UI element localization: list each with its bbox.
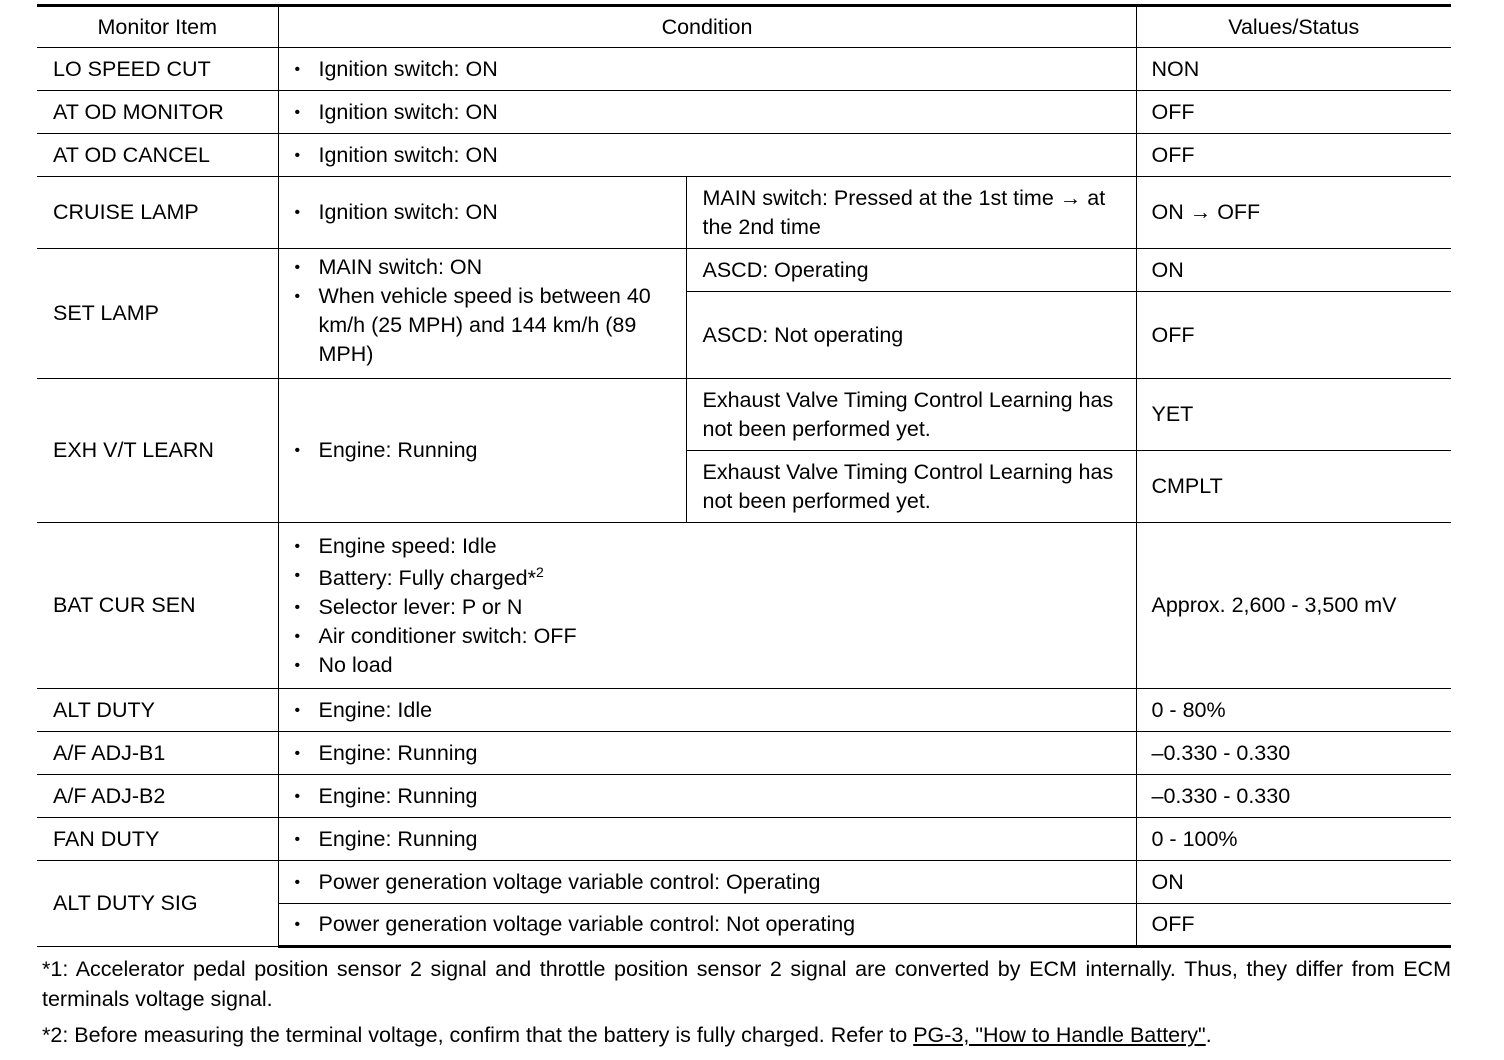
condition-cell xyxy=(278,904,1136,947)
table-row xyxy=(37,689,1451,732)
value-cell: OFF xyxy=(1136,292,1451,379)
condition-cell xyxy=(278,379,686,523)
header-condition: Condition xyxy=(278,6,1136,48)
condition-bullet: • Ignition switch: ON xyxy=(295,141,1126,170)
condition-cell xyxy=(278,775,1136,818)
condition-bullet: • Ignition switch: ON xyxy=(295,198,676,227)
condition-bullet: • Power generation voltage variable control: Operating xyxy=(295,868,1126,897)
condition-cell xyxy=(278,177,686,249)
sub-condition-cell: ASCD: Operating xyxy=(686,249,1136,292)
condition-text: Battery: Fully charged* xyxy=(318,565,536,590)
value-cell: –0.330 - 0.330 xyxy=(1136,775,1451,818)
condition-cell xyxy=(278,689,1136,732)
monitor-item-cell: SET LAMP xyxy=(37,249,278,379)
value-cell: OFF xyxy=(1136,134,1451,177)
condition-bullet: • MAIN switch: ON xyxy=(295,253,676,282)
table-row xyxy=(37,134,1451,177)
condition-bullet: • Power generation voltage variable control: Not operating xyxy=(295,910,1126,939)
monitor-item-cell: FAN DUTY xyxy=(37,818,278,861)
footnote-2 xyxy=(42,1020,1451,1050)
condition-cell xyxy=(278,523,1136,689)
table-row xyxy=(37,861,1451,904)
footnote-ref: 2 xyxy=(536,563,544,580)
condition-bullet: • When vehicle speed is between 40 km/h (25 MPH) and 144 km/h (89 MPH) xyxy=(295,282,676,369)
monitor-item-cell: BAT CUR SEN xyxy=(37,523,278,689)
footnote-1: *1: Accelerator pedal position sensor 2 signal and throttle position sensor 2 signal are converted by ECM internally. Thus, they differ from ECM terminals voltage signal. xyxy=(42,957,1451,1011)
value-cell: 0 - 100% xyxy=(1136,818,1451,861)
condition-bullet: • Ignition switch: ON xyxy=(295,55,1126,84)
footnote-2-text: *2: Before measuring the terminal voltage, confirm that the battery is fully charged. Refer to xyxy=(42,1023,914,1047)
header-monitor-item: Monitor Item xyxy=(37,6,278,48)
value-cell: ON xyxy=(1136,861,1451,904)
monitor-item-cell: AT OD CANCEL xyxy=(37,134,278,177)
table-row xyxy=(37,732,1451,775)
header-row xyxy=(37,6,1451,48)
condition-cell xyxy=(278,91,1136,134)
condition-bullet: • Engine: Running xyxy=(295,739,1126,768)
sub-condition-cell: Exhaust Valve Timing Control Learning has not been performed yet. xyxy=(686,451,1136,523)
footnotes xyxy=(37,954,1451,1050)
monitor-item-cell: CRUISE LAMP xyxy=(37,177,278,249)
sub-condition-cell: ASCD: Not operating xyxy=(686,292,1136,379)
condition-bullet: • No load xyxy=(295,651,1126,680)
value-cell: 0 - 80% xyxy=(1136,689,1451,732)
monitor-item-cell: A/F ADJ-B2 xyxy=(37,775,278,818)
value-cell: CMPLT xyxy=(1136,451,1451,523)
footnote-2-end: . xyxy=(1205,1023,1212,1047)
condition-bullet: • Engine: Running xyxy=(295,825,1126,854)
condition-bullet: • Ignition switch: ON xyxy=(295,98,1126,127)
monitor-item-cell: EXH V/T LEARN xyxy=(37,379,278,523)
monitor-item-cell: AT OD MONITOR xyxy=(37,91,278,134)
value-cell: NON xyxy=(1136,48,1451,91)
value-cell: OFF xyxy=(1136,91,1451,134)
monitor-item-cell: LO SPEED CUT xyxy=(37,48,278,91)
condition-cell xyxy=(278,732,1136,775)
condition-cell xyxy=(278,48,1136,91)
sub-condition-cell: Exhaust Valve Timing Control Learning has not been performed yet. xyxy=(686,379,1136,451)
condition-bullet xyxy=(295,561,1126,593)
sub-condition-cell: MAIN switch: Pressed at the 1st time → at the 2nd time xyxy=(686,177,1136,249)
table-row xyxy=(37,91,1451,134)
condition-bullet: • Engine: Running xyxy=(295,782,1126,811)
value-cell: YET xyxy=(1136,379,1451,451)
table-row xyxy=(37,249,1451,292)
condition-bullet: • Selector lever: P or N xyxy=(295,593,1126,622)
condition-cell xyxy=(278,861,1136,904)
condition-bullet: • Engine speed: Idle xyxy=(295,532,1126,561)
value-cell: Approx. 2,600 - 3,500 mV xyxy=(1136,523,1451,689)
condition-bullet: • Engine: Idle xyxy=(295,696,1126,725)
table-row xyxy=(37,379,1451,451)
monitor-item-cell: ALT DUTY xyxy=(37,689,278,732)
condition-bullet: • Engine: Running xyxy=(295,436,676,465)
monitor-item-cell: ALT DUTY SIG xyxy=(37,861,278,947)
table-row xyxy=(37,818,1451,861)
table-row xyxy=(37,775,1451,818)
value-cell: –0.330 - 0.330 xyxy=(1136,732,1451,775)
value-cell: ON → OFF xyxy=(1136,177,1451,249)
value-cell: OFF xyxy=(1136,904,1451,947)
condition-cell xyxy=(278,249,686,379)
table-row xyxy=(37,523,1451,689)
value-cell: ON xyxy=(1136,249,1451,292)
table-row xyxy=(37,48,1451,91)
spec-document xyxy=(37,4,1451,1056)
monitor-item-cell: A/F ADJ-B1 xyxy=(37,732,278,775)
header-values-status: Values/Status xyxy=(1136,6,1451,48)
condition-cell xyxy=(278,134,1136,177)
monitor-table xyxy=(37,4,1451,948)
condition-cell xyxy=(278,818,1136,861)
table-row xyxy=(37,177,1451,249)
condition-bullet: • Air conditioner switch: OFF xyxy=(295,622,1126,651)
pg3-battery-link[interactable]: PG-3, "How to Handle Battery" xyxy=(913,1023,1206,1047)
